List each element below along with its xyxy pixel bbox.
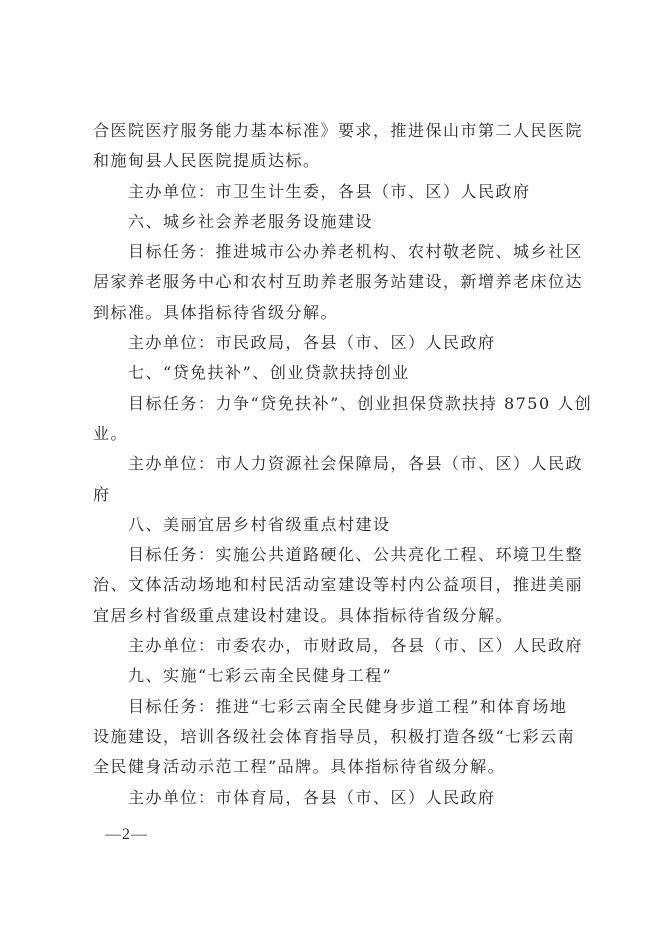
paragraph-continuation: 设施建设，培训各级社会体育指导员，积极打造各级“七彩云南 <box>93 726 576 746</box>
lead-unit-line: 主办单位：市民政局，各县（市、区）人民政府 <box>128 333 496 353</box>
paragraph-continuation: 治、文体活动场地和村民活动室建设等村内公益项目，推进美丽 <box>93 575 584 595</box>
document-body <box>93 116 593 813</box>
target-task-line: 目标任务：实施公共道路硬化、公共亮化工程、环境卫生整 <box>128 545 584 565</box>
paragraph-continuation: 居家养老服务中心和农村互助养老服务站建设，新增养老床位达 <box>93 272 584 292</box>
section-heading: 九、实施“七彩云南全民健身工程” <box>128 666 393 686</box>
section-heading: 七、“贷免扶补”、创业贷款扶持创业 <box>128 363 410 383</box>
page-number: —2— <box>105 826 148 843</box>
target-task-line: 目标任务：推进“七彩云南全民健身步道工程”和体育场地 <box>128 696 568 716</box>
paragraph-continuation: 到标准。具体指标待省级分解。 <box>93 302 339 322</box>
lead-unit-line: 主办单位：市体育局，各县（市、区）人民政府 <box>128 787 496 807</box>
paragraph-continuation: 合医院医疗服务能力基本标准》要求，推进保山市第二人民医院 <box>93 121 584 140</box>
section-heading: 八、美丽宜居乡村省级重点村建设 <box>128 514 391 534</box>
lead-unit-line: 主办单位：市委农办，市财政局，各县（市、区）人民政府 <box>128 636 584 656</box>
paragraph-continuation: 和施甸县人民医院提质达标。 <box>93 151 321 171</box>
section-heading: 六、城乡社会养老服务设施建设 <box>128 211 374 231</box>
lead-unit-line: 主办单位：市卫生计生委，各县（市、区）人民政府 <box>128 181 531 201</box>
paragraph-continuation: 业。 <box>93 423 129 443</box>
paragraph-continuation: 宜居乡村省级重点建设村建设。具体指标待省级分解。 <box>93 605 514 625</box>
paragraph-continuation: 全民健身活动示范工程”品牌。具体指标待省级分解。 <box>93 757 506 777</box>
target-task-line: 目标任务：力争“贷免扶补”、创业担保贷款扶持 8750 人创 <box>128 393 593 413</box>
lead-unit-line: 主办单位：市人力资源社会保障局，各县（市、区）人民政 <box>128 454 584 474</box>
paragraph-continuation: 府 <box>93 484 111 504</box>
target-task-line: 目标任务：推进城市公办养老机构、农村敬老院、城乡社区 <box>128 242 584 262</box>
